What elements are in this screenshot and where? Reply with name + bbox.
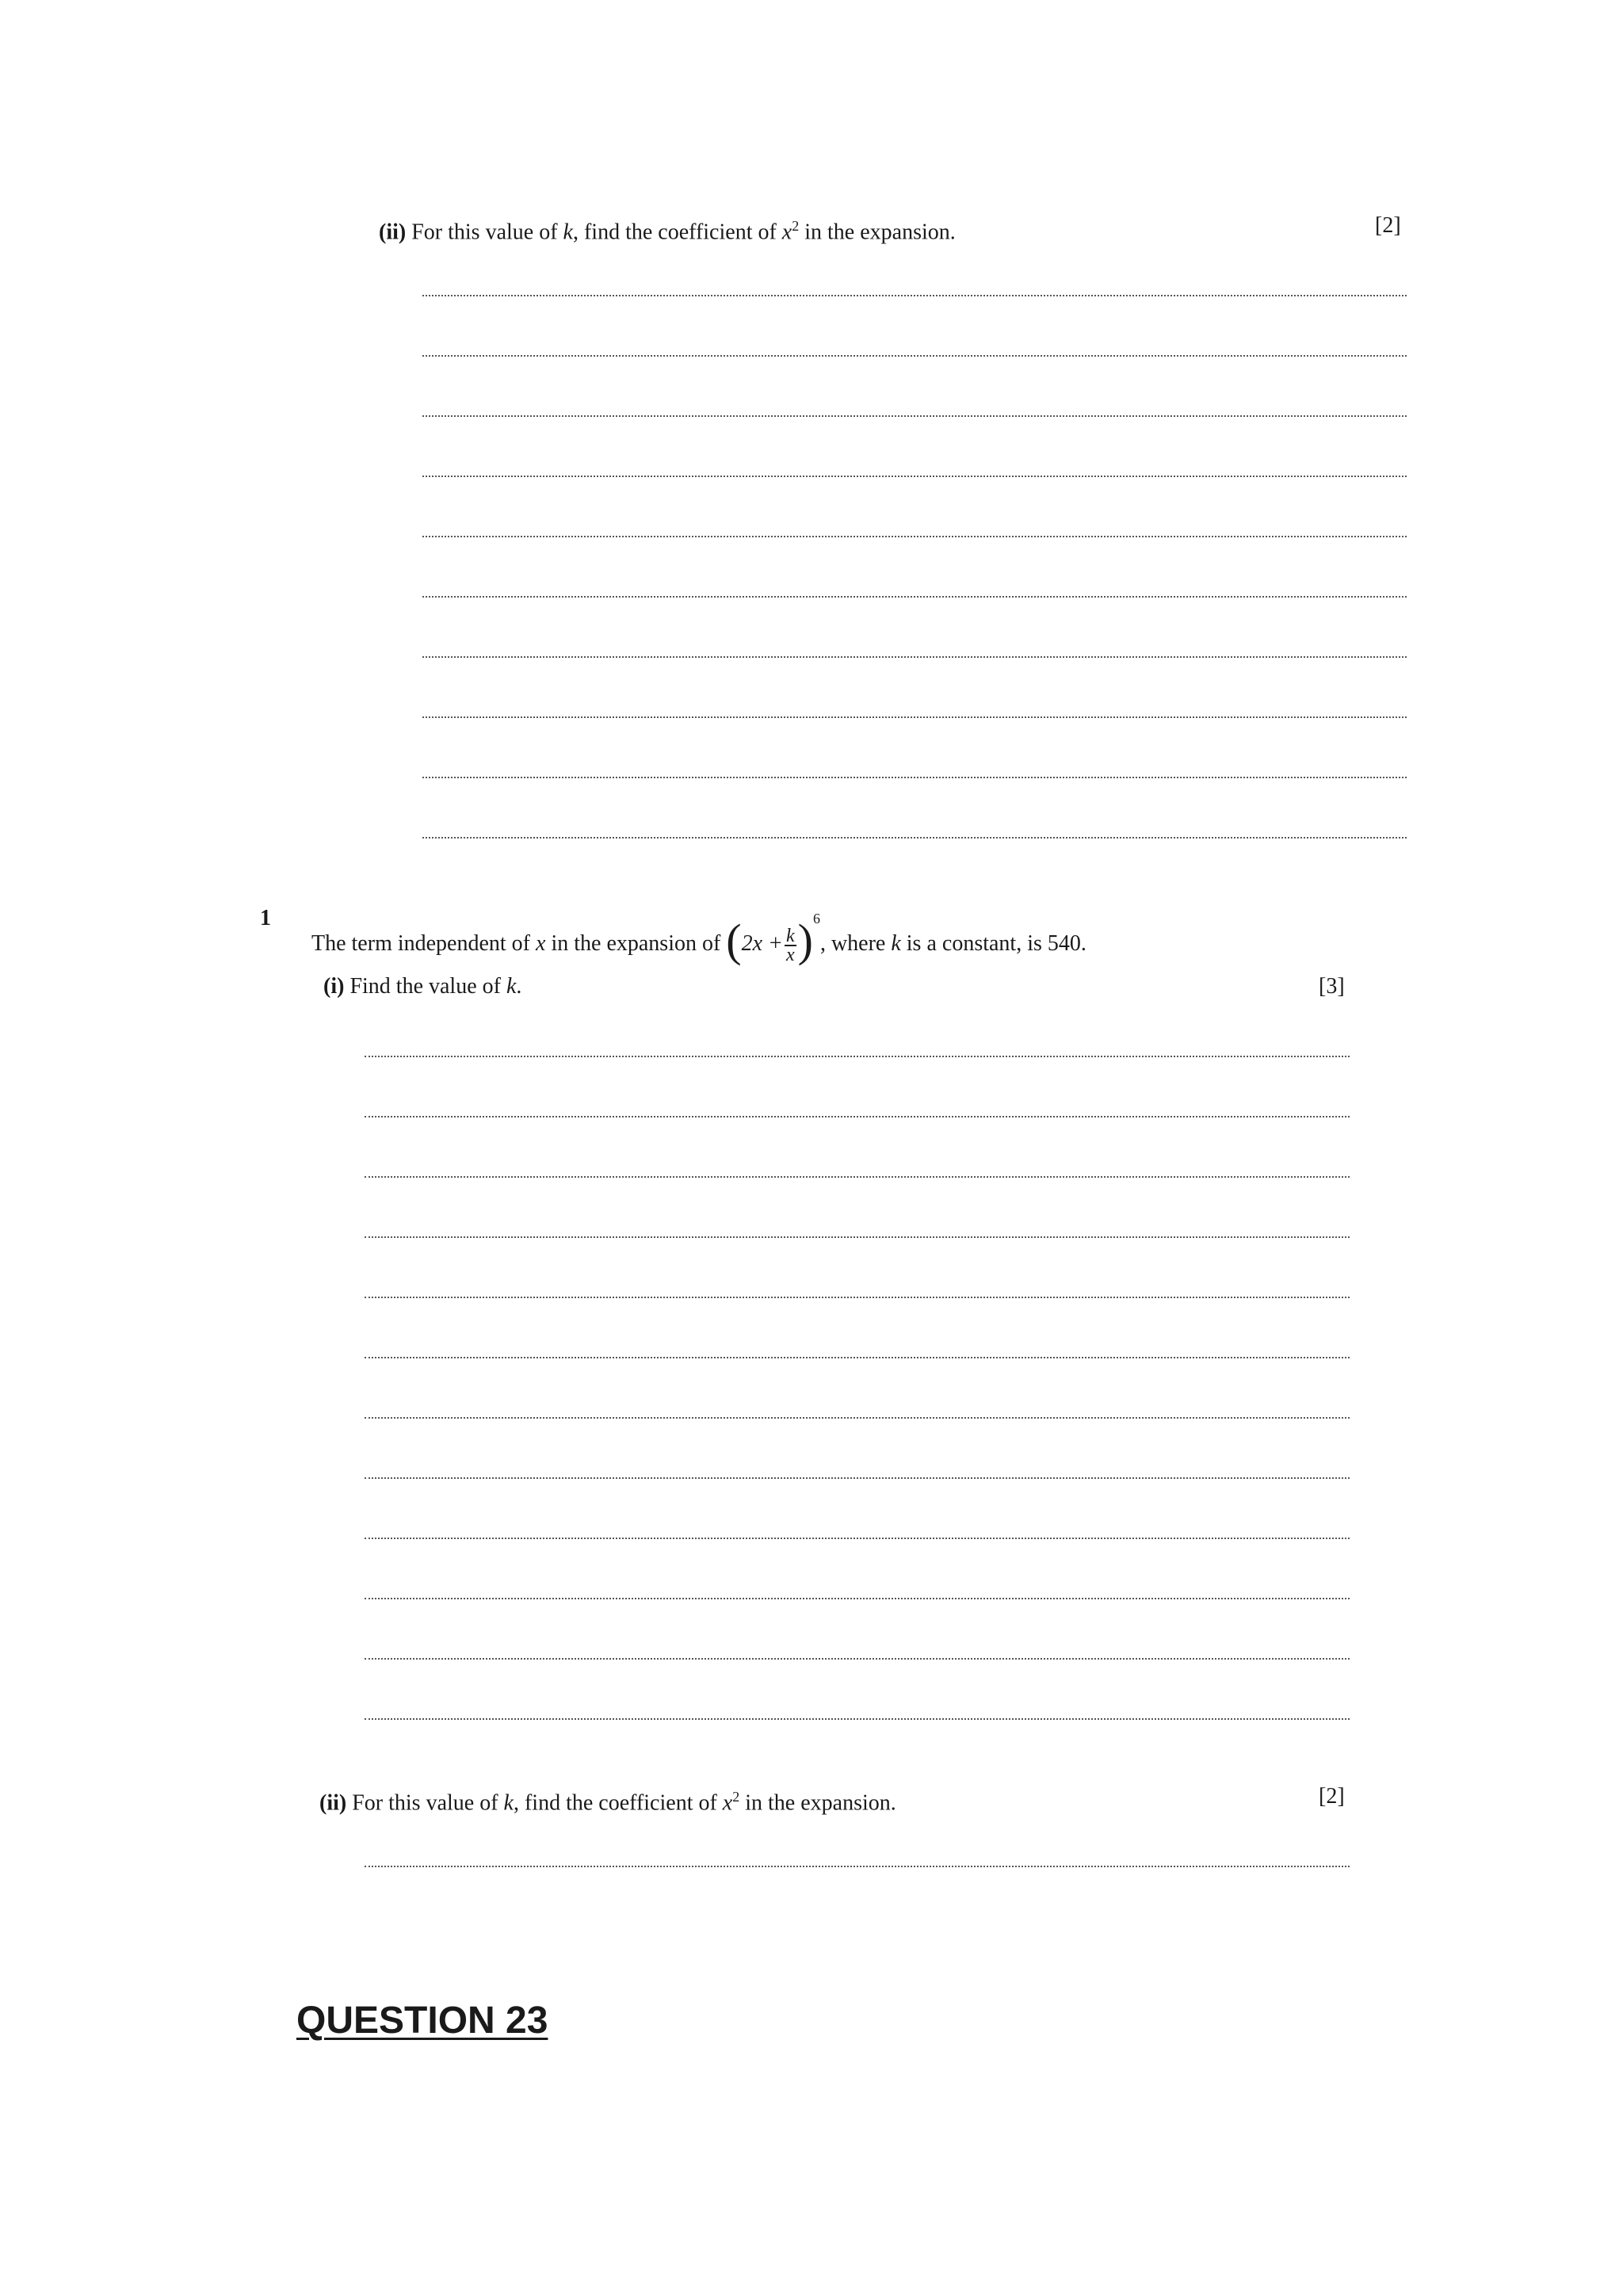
fraction-numerator: k	[785, 925, 795, 946]
answer-line[interactable]	[365, 1477, 1350, 1479]
part-i-label: (i)	[323, 974, 345, 999]
top-part-label: (ii)	[379, 220, 407, 245]
stem-power: 6	[812, 911, 820, 926]
answer-line[interactable]	[365, 1417, 1350, 1419]
top-part-text-a: For this value of	[411, 220, 563, 245]
part-i-text-a: Find the value of	[349, 974, 506, 999]
answer-line[interactable]	[365, 1056, 1350, 1057]
stem-text-b: in the expansion of	[545, 931, 727, 956]
stem-expr-2x: 2x +	[741, 931, 783, 956]
answer-line[interactable]	[365, 1116, 1350, 1117]
part-ii-marks: [2]	[1319, 1784, 1345, 1809]
top-part-var-x: x	[781, 220, 792, 245]
answer-line[interactable]	[365, 1236, 1350, 1238]
answer-line[interactable]	[422, 656, 1407, 658]
stem-var-k: k	[891, 931, 901, 956]
part-i-text-b: .	[516, 974, 522, 999]
part-ii-text-b: , find the coefficient of	[513, 1790, 723, 1816]
part-i-var-k: k	[506, 974, 517, 999]
top-part-text-c: in the expansion.	[799, 220, 956, 245]
top-part-exp: 2	[792, 218, 800, 234]
stem-text-d: is a constant, is 540.	[900, 931, 1086, 956]
answer-line[interactable]	[422, 415, 1407, 417]
stem-var-x: x	[536, 931, 546, 956]
answer-line[interactable]	[422, 355, 1407, 357]
answer-line[interactable]	[422, 596, 1407, 598]
answer-line[interactable]	[422, 777, 1407, 778]
part-i-prompt	[323, 973, 521, 1000]
answer-line[interactable]	[422, 476, 1407, 477]
top-part-ii-prompt	[379, 212, 956, 246]
answer-line[interactable]	[365, 1866, 1350, 1867]
part-ii-text-c: in the expansion.	[739, 1790, 896, 1816]
fraction-denominator: x	[785, 944, 795, 965]
close-paren: )	[797, 914, 813, 966]
part-ii-var-x: x	[722, 1790, 733, 1816]
open-paren: (	[726, 914, 742, 966]
question-stem	[311, 884, 1086, 978]
answer-line[interactable]	[422, 716, 1407, 718]
question-number: 1	[260, 906, 271, 930]
question-heading: QUESTION 23	[296, 2000, 548, 2042]
stem-text-a: The term independent of	[311, 931, 537, 956]
answer-line[interactable]	[365, 1357, 1350, 1358]
part-i-marks: [3]	[1319, 974, 1345, 999]
top-part-text-b: , find the coefficient of	[572, 220, 782, 245]
part-ii-text-a: For this value of	[352, 1790, 504, 1816]
answer-line[interactable]	[365, 1538, 1350, 1539]
answer-line[interactable]	[422, 295, 1407, 296]
stem-text-c: , where	[819, 931, 892, 956]
answer-line[interactable]	[422, 837, 1407, 839]
top-part-var-k: k	[563, 220, 573, 245]
answer-line[interactable]	[365, 1176, 1350, 1178]
top-part-marks: [2]	[1375, 213, 1401, 238]
fraction-k-over-x	[785, 927, 796, 964]
part-ii-exp: 2	[732, 1789, 740, 1805]
answer-line[interactable]	[365, 1598, 1350, 1599]
part-ii-prompt	[319, 1783, 896, 1817]
answer-line[interactable]	[365, 1297, 1350, 1298]
answer-line[interactable]	[365, 1658, 1350, 1660]
part-ii-var-k: k	[503, 1790, 514, 1816]
answer-line[interactable]	[365, 1718, 1350, 1720]
part-ii-label: (ii)	[319, 1790, 347, 1816]
answer-line[interactable]	[422, 536, 1407, 537]
